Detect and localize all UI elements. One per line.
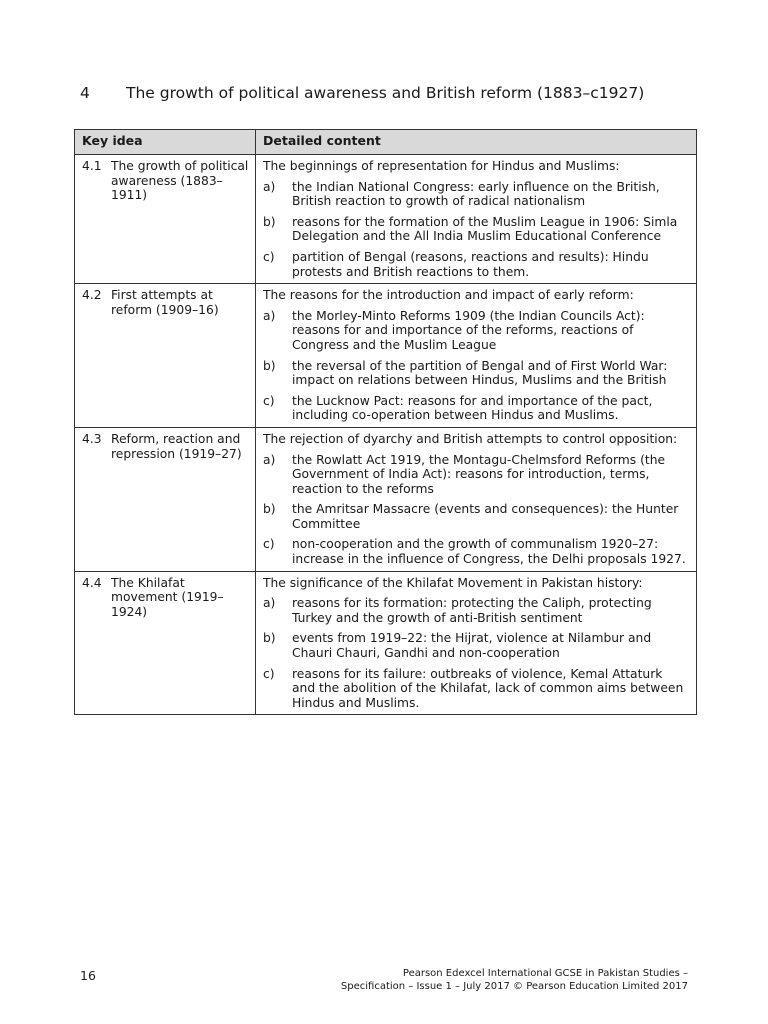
detailed-content-cell <box>256 284 697 428</box>
list-item <box>263 309 689 353</box>
list-item <box>263 537 689 566</box>
list-item <box>263 667 689 711</box>
detailed-content-cell <box>256 427 697 571</box>
footer-publication <box>341 967 688 993</box>
table-header-row <box>75 130 697 155</box>
item-letter: c) <box>263 393 275 408</box>
item-letter: a) <box>263 596 276 611</box>
key-idea-cell <box>75 427 256 571</box>
item-text: the Morley-Minto Reforms 1909 (the Indian Councils Act): reasons for and importance of the reforms, reactions of Congress and the Muslim League <box>292 308 645 352</box>
item-text: partition of Bengal (reasons, reactions and results): Hindu protests and British reactions to them. <box>292 249 649 279</box>
specification-table <box>74 129 697 715</box>
footer-line-2: Specification – Issue 1 – July 2017 © Pearson Education Limited 2017 <box>340 981 688 992</box>
key-idea-number: 4.1 <box>82 159 102 173</box>
item-text: non-cooperation and the growth of communalism 1920–27: increase in the influence of Congress, the Delhi proposals 1927. <box>292 537 686 567</box>
item-letter: b) <box>263 631 276 646</box>
list-item <box>263 180 689 209</box>
key-idea-number: 4.3 <box>82 431 102 446</box>
content-intro: The significance of the Khilafat Movement in Pakistan history: <box>263 575 643 590</box>
detailed-content-cell <box>256 571 697 715</box>
key-idea-number: 4.4 <box>82 575 102 590</box>
item-letter: a) <box>263 308 276 323</box>
list-item <box>263 502 689 531</box>
content-intro: The rejection of dyarchy and British attempts to control opposition: <box>263 431 678 446</box>
item-letter: b) <box>263 358 276 373</box>
item-text: the Amritsar Massacre (events and consequences): the Hunter Committee <box>292 502 679 531</box>
key-idea-text: The growth of political awareness (1883–1911) <box>111 159 249 203</box>
detailed-content-cell <box>256 155 697 284</box>
list-item <box>263 631 689 660</box>
key-idea-text: First attempts at reform (1909–16) <box>111 288 219 317</box>
key-idea-text: The Khilafat movement (1919–1924) <box>111 575 224 619</box>
key-idea-number: 4.2 <box>82 288 102 303</box>
header-key-idea: Key idea <box>75 130 256 155</box>
list-item <box>263 596 689 625</box>
item-letter: b) <box>263 214 276 229</box>
table-row <box>75 155 697 284</box>
item-letter: a) <box>263 452 276 467</box>
item-text: the Rowlatt Act 1919, the Montagu-Chelmsford Reforms (the Government of India Act): reasons for introduction, terms, reaction to the reforms <box>292 452 666 496</box>
item-text: reasons for the formation of the Muslim League in 1906: Simla Delegation and the All India Muslim Educational Conference <box>292 214 678 244</box>
section-title: The growth of political awareness and British reform (1883–c1927) <box>126 84 645 102</box>
key-idea-cell <box>75 571 256 715</box>
item-letter: a) <box>263 179 276 194</box>
list-item <box>263 453 689 497</box>
item-text: the Lucknow Pact: reasons for and importance of the pact, including co-operation between Hindus and Muslims. <box>292 393 653 423</box>
item-letter: c) <box>263 666 275 681</box>
page-number: 16 <box>80 968 96 983</box>
item-text: the reversal of the partition of Bengal and of First World War: impact on relations between Hindus, Muslims and the British <box>292 358 668 388</box>
table-row <box>75 427 697 571</box>
item-letter: c) <box>263 537 275 552</box>
item-text: events from 1919–22: the Hijrat, violence at Nilambur and Chauri Chauri, Gandhi and non-cooperation <box>292 631 652 661</box>
content-intro: The reasons for the introduction and impact of early reform: <box>263 288 634 303</box>
table-row <box>75 571 697 715</box>
key-idea-text: Reform, reaction and repression (1919–27) <box>111 431 242 461</box>
item-letter: c) <box>263 249 275 264</box>
item-text: the Indian National Congress: early influence on the British, British reaction to growth of radical nationalism <box>292 179 660 209</box>
header-detailed-content: Detailed content <box>256 130 697 155</box>
section-number: 4 <box>80 84 90 102</box>
item-letter: b) <box>263 502 276 517</box>
key-idea-cell <box>75 155 256 284</box>
list-item <box>263 359 689 388</box>
list-item <box>263 250 689 279</box>
table-row <box>75 284 697 428</box>
item-text: reasons for its failure: outbreaks of violence, Kemal Attaturk and the abolition of the Khilafat, lack of common aims between Hindus and Muslims. <box>292 666 684 710</box>
footer-line-1: Pearson Edexcel International GCSE in Pakistan Studies – <box>402 968 688 979</box>
content-intro: The beginnings of representation for Hindus and Muslims: <box>263 159 620 173</box>
list-item <box>263 215 689 244</box>
list-item <box>263 394 689 423</box>
key-idea-cell <box>75 284 256 428</box>
item-text: reasons for its formation: protecting the Caliph, protecting Turkey and the growth of anti-British sentiment <box>292 596 652 625</box>
